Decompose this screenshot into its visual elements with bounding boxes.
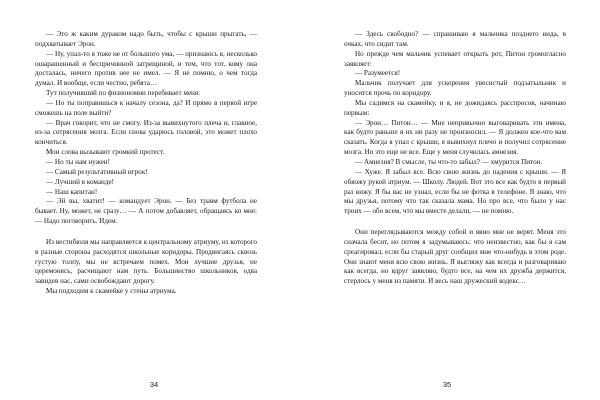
- paragraph: Мои слова вызывают громкий протест.: [46, 148, 165, 157]
- page-number-left: 34: [149, 380, 159, 389]
- paragraph: — Амнезия? В смысле, ты что-то забыл? — хмурится Питон.: [355, 157, 543, 166]
- paragraph: — Это ж каким дураком надо быть, чтобы с крыши прыгать, — подхватывает Эрон.: [35, 30, 257, 48]
- paragraph: — Но ты поправишься к началу сезона, да? И прямо в первой игре сможешь на поле выйти?: [35, 98, 257, 117]
- paragraph: — Здесь свободно? — спрашиваю я мальчика позднего вида, в очках, что сидит там.: [344, 30, 566, 48]
- paragraph: — Хуже. Я забыл все. Всю свою жизнь до падения с крыши. — Я обвожу рукой атриум. — Школу. Людей. Вот это все как будто в первый раз вижу. Я бы вас не узнал, если бы не фотка в телефоне. Я знаю, что мы друзья, потому что так сказала мама. Но про все, что было у нас троих — обо всем, что мы вместе делали, — не помню.: [344, 167, 566, 216]
- paragraph: Мы садимся на скамейку, и я, не дожидаясь расспросов, начинаю первым:: [344, 98, 566, 117]
- paragraph: — Эй вы, хватит! — командует Эрон. — Без травм футбола не бывает. Ну, может, не сразу… — А потом добавляет, обращаясь ко мне: — Надо поговорить. Идем.: [35, 197, 257, 226]
- left-page: [35, 30, 257, 370]
- paragraph: — Самый результативный игрок!: [46, 167, 148, 176]
- paragraph: Они переглядываются между собой и явно мне не верят. Меня это сначала бесит, но потом я задумываюсь: что неизвестно, как бы я сам среагировал, если бы старый друг сообщил мне что-нибудь в этом роде. Они знают меня всю свою жизнь. Я выгляжу как всегда и разговариваю как всегда, но вдруг заявляю, будто все, на чем их дружба держится, стерлось у меня из памяти. И весь наш дружеский кодекс…: [344, 228, 566, 286]
- paragraph: Тут получивший по физиономии перебивает меня:: [46, 89, 201, 98]
- paragraph: — Но ты нам нужен!: [46, 157, 110, 166]
- paragraph: Из вестибюля мы направляется к центральному атриуму, из которого в разные стороны расходятся школьные коридоры. Продвигаясь сквозь густую толпу, мы не встречаем помех. Мои лучшие друзья, не церемонясь, расчищают нам путь. Большинство школьников, едва завидев нас, сами освобождают дорогу.: [35, 237, 257, 286]
- paragraph: — Разумеется!: [355, 69, 401, 78]
- paragraph: — Лучший в команде!: [46, 177, 115, 186]
- paragraph: Мы подходим к скамейке у стены атриума.: [46, 287, 177, 296]
- paragraph: Но прежде чем мальчик успевает открыть рот, Питон громогласно заявляет:: [344, 49, 566, 68]
- paragraph: — Эрон… Питон… — Мне непривычно выговаривать эти имена, как будто раньше я их ни разу не произносил. — Я должен кое-что вам сказать. Когда я упал с крыши, я вывихнул плечо и получил сотрясение мозга. Но это еще не все. Еще у меня случилась амнезия.: [344, 118, 566, 157]
- paragraph: — Наш капитан!: [46, 187, 98, 196]
- page-number-right: 35: [442, 380, 452, 389]
- paragraph: Мальчик получает для ускорения увесистый подзатыльник и уносится прочь по коридору.: [344, 79, 566, 98]
- paragraph: — Ну, упал-то я тоже не от большого ума, — признаюсь я, несколько ошарашенный и беспричинной затрещиной, и тем, что тот, кому она досталась, ничего против нее не имел. — Я не помню, о чем тогда думал. И вообще, если честно, ребята…: [35, 49, 257, 88]
- paragraph: — Врач говорит, что не смогу. Из-за вывихнутого плеча и, главное, из-за сотрясения мозга. Если снова ударюсь головой, это может плохо кончиться.: [35, 118, 257, 147]
- right-page: [344, 30, 566, 370]
